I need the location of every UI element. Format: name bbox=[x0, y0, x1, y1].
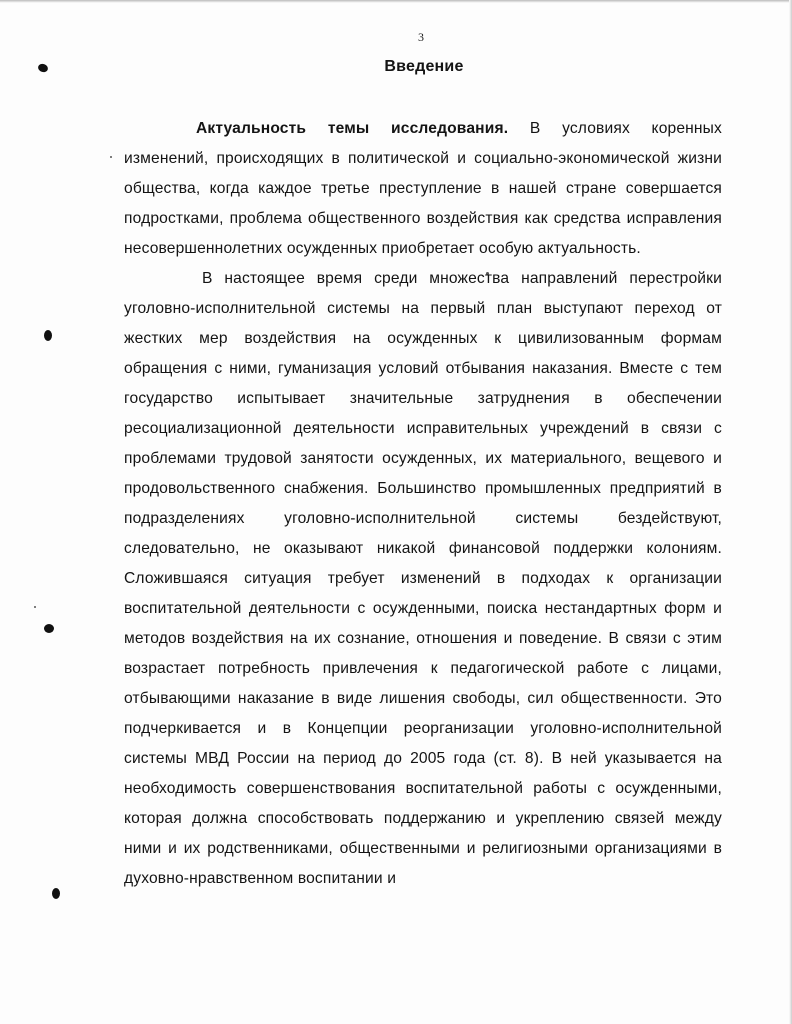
binding-hole-mark bbox=[52, 888, 60, 899]
section-title: Введение bbox=[384, 58, 464, 75]
paragraph-current-state: В настоящее время среди множества направлений перестройки уголовно-исполнительной системы на первый план выступают переход от жестких мер воздействия на осужденных к цивилизованным формам обращения с ними, гуманизация условий отбывания наказания. Вместе с тем государство испытывает значительные затруднения в обеспечении ресоциализационной деятельности исправительных учреждений в связи с проблемами трудовой занятости осужденных, их материального, вещевого и продовольственного снабжения. Большинство промышленных предприятий в подразделениях уголовно-исполнительной системы бездействуют, следовательно, не оказывают никакой финансовой поддержки колониям. Сложившаяся ситуация требует изменений в подходах к организации воспитательной деятельности с осужденными, поиска нестандартных форм и методов воздействия на их сознание, отношения и поведение. В связи с этим возрастает потребность привлечения к педагогической работе с лицами, отбывающими наказание в виде лишения свободы, сил общественности. Это подчеркивается и в Концепции реорганизации уголовно-исполнительной системы МВД России на период до 2005 года (ст. 8). В ней указывается на необходимость совершенствования воспитательной работы с осужденными, которая должна способствовать поддержанию и укреплению связей между ними и их родственниками, общественными и религиозными организациями в духовно-нравственном воспитании и bbox=[124, 270, 722, 887]
scan-edge-top bbox=[0, 0, 792, 3]
paragraph-lead: Актуальность темы исследования. bbox=[196, 120, 509, 137]
binding-hole-mark bbox=[44, 330, 52, 341]
paragraph-text: В условиях коренных изменений, происходящих в политической и социально-экономической жизни общества, когда каждое третье преступление в нашей стране совершается подростками, проблема общественного воздействия как средства исправления несовершеннолетних осужденных приобретает особую актуальность. bbox=[124, 120, 722, 257]
scan-speck bbox=[34, 606, 36, 608]
binding-hole-mark bbox=[44, 624, 54, 633]
paragraph-relevance bbox=[124, 114, 722, 264]
body-text bbox=[124, 114, 722, 894]
scan-speck bbox=[110, 156, 112, 158]
page-number: 3 bbox=[418, 30, 424, 44]
